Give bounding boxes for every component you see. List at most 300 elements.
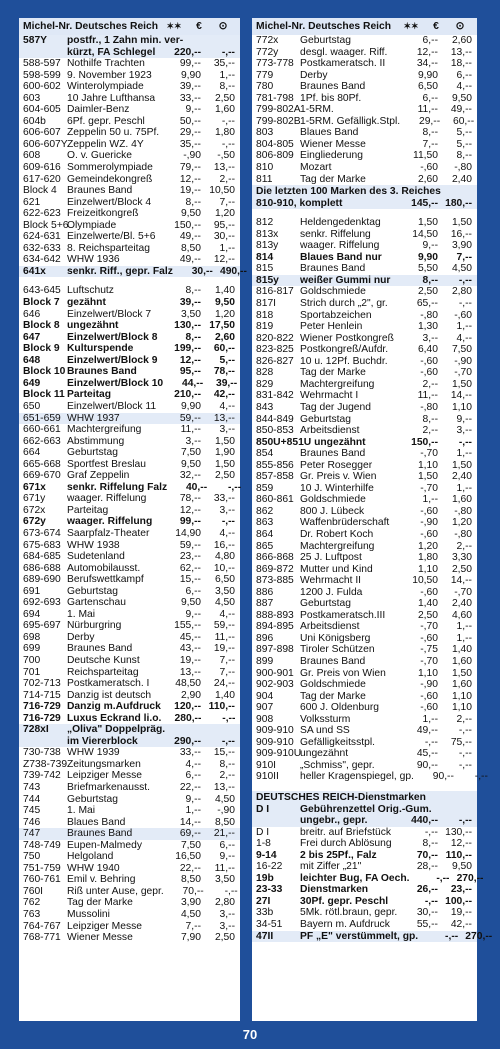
price-used: 9,50 — [451, 92, 472, 104]
price-used: 1,50 — [451, 667, 472, 679]
stamp-description: Reichsparteitag — [67, 666, 139, 678]
catalog-row — [252, 356, 477, 368]
catalog-row — [252, 804, 477, 816]
stamp-description: Wiener Messe — [67, 932, 133, 944]
catalog-number: 768-771 — [23, 932, 61, 944]
catalog-row — [252, 437, 477, 449]
catalog-number: 684-685 — [23, 551, 61, 563]
catalog-row — [252, 760, 477, 772]
catalog-row — [252, 621, 477, 633]
stamp-description: Mussolini — [67, 909, 110, 921]
catalog-number: 686-688 — [23, 562, 61, 574]
catalog-number: 865 — [256, 540, 274, 552]
stamp-description: Sudetenland — [67, 551, 125, 563]
catalog-row — [19, 139, 240, 151]
catalog-row — [19, 174, 240, 186]
stamp-description: Goldschmiede — [300, 494, 366, 506]
spacer — [19, 277, 240, 285]
stamp-description: ungezähnt — [300, 748, 349, 760]
catalog-row — [252, 174, 477, 186]
price-used: 1,-- — [456, 321, 472, 333]
catalog-row — [19, 667, 240, 679]
catalog-number: 730-738 — [23, 747, 61, 759]
catalog-row — [19, 243, 240, 255]
price-mint: 1,10 — [417, 667, 438, 679]
stamp-description: O. v. Guericke — [67, 150, 133, 162]
catalog-number: 760I — [23, 885, 44, 897]
price-used: 2,40 — [451, 598, 472, 610]
price-mint: 90,-- — [416, 759, 438, 771]
stamp-description: Parteitag — [67, 389, 112, 401]
catalog-row — [252, 702, 477, 714]
price-used: 4,50 — [214, 597, 235, 609]
price-mint: 50,-- — [179, 115, 201, 127]
price-used: 7,-- — [219, 666, 235, 678]
stamp-description: 5Mk. rötl.braun, gepr. — [300, 907, 398, 919]
catalog-number: D I — [256, 803, 270, 815]
price-used: -,-- — [221, 735, 235, 747]
price-used: 1,60 — [451, 494, 472, 506]
catalog-number: 772y — [256, 46, 279, 58]
stamp-description: Graf Zeppelin — [67, 470, 130, 482]
catalog-number: 810-910, komplett — [256, 197, 343, 209]
catalog-row — [19, 355, 240, 367]
catalog-row — [19, 851, 240, 863]
stamp-description: Mozart — [300, 162, 332, 174]
price-mint: 9,-- — [185, 793, 201, 805]
catalog-row — [19, 35, 240, 47]
catalog-row — [252, 150, 477, 162]
price-mint: 79,-- — [179, 162, 201, 174]
price-used: 270,-- — [465, 930, 493, 942]
stamp-description: Mutter und Kind — [300, 563, 373, 575]
price-mint: -,60 — [420, 528, 438, 540]
price-mint: -,70 — [420, 482, 438, 494]
catalog-number: 819 — [256, 321, 274, 333]
catalog-number: Block 10 — [23, 366, 66, 378]
catalog-row — [252, 872, 484, 885]
price-mint: 34,-- — [416, 58, 438, 70]
price-mint: -,-- — [436, 872, 450, 884]
stamp-description: postfr., 1 Zahn min. ver- — [67, 35, 184, 46]
section-heading — [252, 791, 477, 804]
catalog-number: 643-645 — [23, 285, 61, 297]
price-used: 130,-- — [445, 826, 472, 838]
price-used: 5,-- — [219, 354, 235, 366]
stamp-description: Einzelwerte/Bl. 5+6 — [67, 231, 156, 243]
stamp-description: Braunes Band — [67, 643, 133, 655]
stamp-description: Braunes Band — [300, 655, 366, 667]
catalog-row — [19, 389, 240, 401]
price-mint: -,60 — [420, 690, 438, 702]
price-used: 1,50 — [451, 459, 472, 471]
stamp-description: Automobilausst. — [67, 562, 141, 574]
catalog-number: 909-910 — [256, 725, 294, 737]
catalog-row — [19, 863, 240, 875]
price-used: 9,-- — [219, 851, 235, 863]
price-used: -,-- — [474, 771, 488, 783]
catalog-row — [252, 838, 477, 850]
catalog-row — [19, 470, 240, 482]
price-used: 15,-- — [213, 747, 235, 759]
stamp-description: Postkameratsch.III — [300, 609, 386, 621]
stamp-description: Dienstmarken — [300, 884, 369, 896]
left-column — [19, 18, 247, 1021]
catalog-row — [252, 286, 477, 298]
price-mint: 11,-- — [417, 390, 438, 402]
price-used: -,80 — [454, 528, 472, 540]
price-used: 1,10 — [451, 401, 472, 413]
catalog-row — [19, 320, 240, 332]
price-used: 1,80 — [214, 127, 235, 139]
catalog-number: 9-14 — [256, 849, 277, 861]
catalog-number: 748-749 — [23, 839, 61, 851]
catalog-row — [252, 575, 477, 587]
price-used: 17,50 — [209, 320, 235, 332]
stamp-description: Eingliederung — [300, 150, 363, 162]
price-mint: 7,90 — [180, 932, 201, 944]
stamp-description: Braunes Band — [300, 448, 366, 460]
price-used: 1,-- — [456, 632, 472, 644]
catalog-row — [252, 127, 477, 139]
stamp-description: 1-5RM. — [300, 104, 334, 116]
price-mint: 78,-- — [179, 493, 201, 505]
price-mint: 6,-- — [185, 770, 201, 782]
catalog-number: 747 — [23, 828, 41, 840]
price-used: 1,-- — [456, 482, 472, 494]
catalog-row — [19, 220, 240, 232]
price-used: 6,-- — [456, 69, 472, 81]
catalog-number: 606-607Y — [23, 138, 68, 150]
catalog-row — [19, 701, 240, 713]
price-used: 1,60 — [451, 655, 472, 667]
catalog-number: 813x — [256, 228, 279, 240]
catalog-number: 818 — [256, 309, 274, 321]
catalog-number: 817I — [256, 298, 277, 310]
price-mint: 9,-- — [422, 240, 438, 252]
catalog-row — [19, 254, 240, 266]
stamp-description: Emil v. Behring — [67, 874, 136, 886]
catalog-row — [19, 609, 240, 621]
catalog-row — [19, 265, 247, 278]
price-used: 21,-- — [213, 828, 235, 840]
catalog-number: 672y — [23, 516, 46, 528]
price-used: -,-- — [222, 712, 236, 724]
price-mint: 49,-- — [179, 254, 201, 266]
catalog-number: 744 — [23, 793, 41, 805]
stamp-description: Leipziger Messe — [67, 770, 142, 782]
catalog-number: 897-898 — [256, 644, 294, 656]
catalog-row — [19, 655, 240, 667]
price-mint: 1,10 — [417, 459, 438, 471]
catalog-number: 698 — [23, 631, 41, 643]
catalog-row — [252, 714, 477, 726]
stamp-description: Postkameratsch. I — [67, 678, 150, 690]
stamp-description: senkr. Riffelung Falz — [67, 481, 168, 493]
price-mint: 8,-- — [422, 274, 438, 286]
price-mint: 199,-- — [174, 343, 201, 355]
catalog-row — [252, 460, 477, 472]
price-mint: 6,-- — [422, 35, 438, 46]
price-used: 1,20 — [214, 308, 235, 320]
right-column — [252, 18, 493, 1021]
catalog-row — [252, 564, 477, 576]
price-mint: 19,-- — [179, 185, 201, 197]
catalog-number: D I — [256, 826, 270, 838]
catalog-row — [252, 529, 477, 541]
catalog-number: 804-805 — [256, 138, 294, 150]
price-used: 13,-- — [213, 162, 235, 174]
price-mint: 26,-- — [416, 884, 438, 896]
price-used: -,-- — [227, 481, 242, 493]
stamp-description: Blaues Band — [300, 127, 359, 139]
catalog-number: 843 — [256, 401, 274, 413]
stamp-description: Geburtstag — [67, 447, 118, 459]
stamp-description: Bayern m. Aufdruck — [300, 919, 390, 931]
price-mint: 33,-- — [179, 747, 201, 759]
price-used: -,-- — [458, 298, 472, 310]
price-mint: -,90 — [183, 150, 201, 162]
price-used: 42,-- — [213, 389, 235, 401]
price-mint: 22,-- — [179, 782, 201, 793]
catalog-row — [19, 874, 240, 886]
catalog-number: 692-693 — [23, 597, 61, 609]
price-used: 2,60 — [214, 331, 235, 343]
catalog-number: 716-729 — [23, 701, 61, 713]
catalog-row — [252, 748, 477, 760]
stamp-description: „Oliva" Doppelpräg. — [67, 724, 166, 736]
price-used: -,-- — [221, 516, 235, 528]
stamp-description: Sportabzeichen — [300, 309, 372, 321]
price-mint: 28,-- — [416, 861, 438, 873]
catalog-row — [19, 540, 240, 552]
price-used: 270,-- — [456, 872, 484, 884]
stamp-description: Braunes Band — [67, 366, 137, 378]
price-mint: 49,-- — [416, 725, 438, 737]
stamp-description: WHW 1936 — [67, 254, 120, 266]
price-mint: 23,-- — [179, 551, 201, 563]
price-used: 2,-- — [219, 173, 235, 185]
price-used: 110,-- — [208, 701, 235, 713]
catalog-row — [252, 827, 477, 839]
price-used: 2,60 — [451, 35, 472, 46]
price-mint: 9,90 — [417, 69, 438, 81]
used-symbol: ⊙ — [218, 21, 228, 33]
price-mint: 99,-- — [179, 516, 201, 528]
price-mint: 2,60 — [417, 173, 438, 185]
price-mint: -,-- — [424, 895, 438, 907]
price-mint: 12,-- — [179, 173, 201, 185]
price-mint: 145,-- — [411, 197, 438, 209]
catalog-number: 33b — [256, 907, 274, 919]
catalog-number: 587Y — [23, 35, 48, 46]
price-mint: -,60 — [420, 702, 438, 714]
price-mint: 220,-- — [174, 46, 201, 58]
catalog-row — [19, 817, 240, 829]
stamp-description: Einzelwert/Block 11 — [67, 400, 157, 412]
stamp-description: 2 bis 25Pf., Falz — [300, 849, 377, 861]
price-mint: -,70 — [420, 621, 438, 633]
catalog-number: Block 7 — [23, 297, 60, 309]
price-used: -,-- — [458, 436, 472, 448]
catalog-row — [252, 656, 477, 668]
catalog-number: Block 9 — [23, 343, 60, 355]
price-mint: 2,-- — [422, 425, 438, 437]
stamp-description: Tiroler Schützen — [300, 644, 375, 656]
stamp-description: Wehrmacht I — [300, 390, 359, 402]
catalog-number: 695-697 — [23, 620, 61, 632]
price-used: 1,20 — [214, 208, 235, 220]
price-mint: 150,-- — [174, 219, 201, 231]
price-mint: 1,-- — [422, 494, 438, 506]
catalog-number: 606-607 — [23, 127, 61, 139]
catalog-row — [19, 436, 240, 448]
stamp-description: ungezähnt — [67, 320, 119, 332]
catalog-row — [19, 116, 240, 128]
stamp-description: Dr. Robert Koch — [300, 528, 374, 540]
price-mint: 8,-- — [185, 331, 201, 343]
catalog-number: 814 — [256, 251, 274, 263]
stamp-description: Blaues Band nur — [300, 251, 382, 263]
catalog-row — [19, 447, 240, 459]
catalog-row — [19, 81, 240, 93]
catalog-number: 675-683 — [23, 539, 61, 551]
catalog-number: 860-861 — [256, 494, 294, 506]
catalog-row — [19, 782, 240, 794]
price-mint: -,60 — [420, 632, 438, 644]
price-used: 24,-- — [213, 678, 235, 690]
catalog-number: 902-903 — [256, 679, 294, 691]
price-used: -,-- — [221, 46, 235, 58]
catalog-number: 27I — [256, 895, 271, 907]
stamp-description: 25 J. Luftpost — [300, 552, 362, 564]
price-mint: -,60 — [420, 355, 438, 367]
catalog-number: 850-853 — [256, 425, 294, 437]
catalog-row — [252, 541, 477, 553]
catalog-row — [19, 897, 240, 909]
stamp-description: Gr. Preis von Wien — [300, 667, 386, 679]
stamp-description: Zeitungsmarken — [67, 758, 141, 770]
price-used: 4,50 — [451, 263, 472, 275]
price-mint: -,75 — [420, 644, 438, 656]
price-used: 3,-- — [219, 920, 235, 932]
stamp-description: Braunes Band — [67, 828, 133, 840]
catalog-number: 647 — [23, 331, 41, 343]
price-mint: 30,-- — [416, 907, 438, 919]
price-mint: -,-- — [424, 826, 438, 838]
catalog-number: 622-623 — [23, 208, 61, 220]
price-mint: 1,-- — [185, 805, 201, 817]
catalog-number: 857-858 — [256, 471, 294, 483]
stamp-description: Abstimmung — [67, 435, 125, 447]
price-mint: 11,-- — [417, 104, 438, 116]
stamp-description: Braunes Band — [67, 185, 133, 197]
catalog-number: 779 — [256, 69, 274, 81]
catalog-row — [252, 471, 477, 483]
catalog-number: 896 — [256, 632, 274, 644]
catalog-row — [252, 240, 477, 252]
stamp-description: WHW 1937 — [67, 412, 120, 424]
section-title: Die letzten 100 Marken des 3. Reiches — [256, 186, 441, 198]
price-used: 4,80 — [214, 551, 235, 563]
price-mint: 7,50 — [180, 839, 201, 851]
price-used: 16,-- — [213, 539, 235, 551]
catalog-row — [252, 737, 477, 749]
price-mint: 1,30 — [417, 321, 438, 333]
price-used: 1,10 — [451, 702, 472, 714]
price-used: 490,-- — [219, 265, 247, 277]
catalog-row — [19, 343, 240, 355]
price-used: 9,50 — [214, 297, 235, 309]
price-used: 2,50 — [214, 932, 235, 944]
price-used: 9,-- — [456, 413, 472, 425]
stamp-description: Zeppelin 50 u. 75Pf. — [67, 127, 160, 139]
price-mint: 59,-- — [179, 412, 201, 424]
price-used: 75,-- — [450, 736, 472, 748]
stamp-description: Arbeitsdienst — [300, 621, 360, 633]
price-mint: 130,-- — [174, 320, 201, 332]
catalog-number: 634-642 — [23, 254, 61, 266]
price-mint: 44,-- — [181, 377, 204, 389]
catalog-row — [252, 587, 477, 599]
catalog-number: 764-767 — [23, 920, 61, 932]
catalog-number: 665-668 — [23, 458, 61, 470]
catalog-number: 772x — [256, 35, 279, 46]
stamp-description: WHW 1938 — [67, 539, 120, 551]
catalog-number: 702-713 — [23, 678, 61, 690]
catalog-number: Block 8 — [23, 320, 60, 332]
catalog-row — [252, 930, 493, 943]
catalog-row — [19, 493, 240, 505]
stamp-description: Geburtstag — [67, 793, 118, 805]
catalog-number: 910II — [256, 771, 279, 783]
price-mint: 8,-- — [185, 196, 201, 208]
catalog-number: 750 — [23, 851, 41, 863]
euro-symbol: € — [196, 21, 202, 33]
catalog-row — [19, 93, 240, 105]
price-used: 11,-- — [214, 862, 235, 874]
price-mint: 90,-- — [432, 771, 454, 783]
price-mint: 9,-- — [185, 608, 201, 620]
price-mint: 59,-- — [179, 539, 201, 551]
catalog-row — [252, 35, 477, 47]
catalog-number: 900-901 — [256, 667, 294, 679]
header-title: Michel-Nr. Deutsches Reich — [256, 21, 392, 33]
catalog-number: 887 — [256, 598, 274, 610]
catalog-row — [19, 47, 240, 59]
stamp-description: Briefmarkenausst. — [67, 782, 150, 793]
price-used: -,90 — [217, 805, 235, 817]
stamp-description: 800 J. Lübeck — [300, 505, 365, 517]
price-used: 16,-- — [450, 228, 472, 240]
price-used: 12,-- — [213, 254, 235, 266]
price-mint: 12,-- — [416, 46, 438, 58]
price-mint: 32,-- — [179, 470, 201, 482]
stamp-description: Braunes Band — [300, 263, 366, 275]
catalog-number: 803 — [256, 127, 274, 139]
price-used: -,-- — [221, 138, 235, 150]
catalog-row — [19, 208, 240, 220]
stamp-description: Wiener Messe — [300, 138, 366, 150]
stamp-description: 9. November 1923 — [67, 69, 152, 81]
catalog-number: 815 — [256, 263, 274, 275]
catalog-number: 694 — [23, 608, 41, 620]
catalog-row — [252, 907, 477, 919]
column-header — [19, 18, 240, 35]
stamp-description: 1200 J. Fulda — [300, 586, 363, 598]
catalog-number: 831-842 — [256, 390, 294, 402]
catalog-number: 811 — [256, 173, 273, 185]
